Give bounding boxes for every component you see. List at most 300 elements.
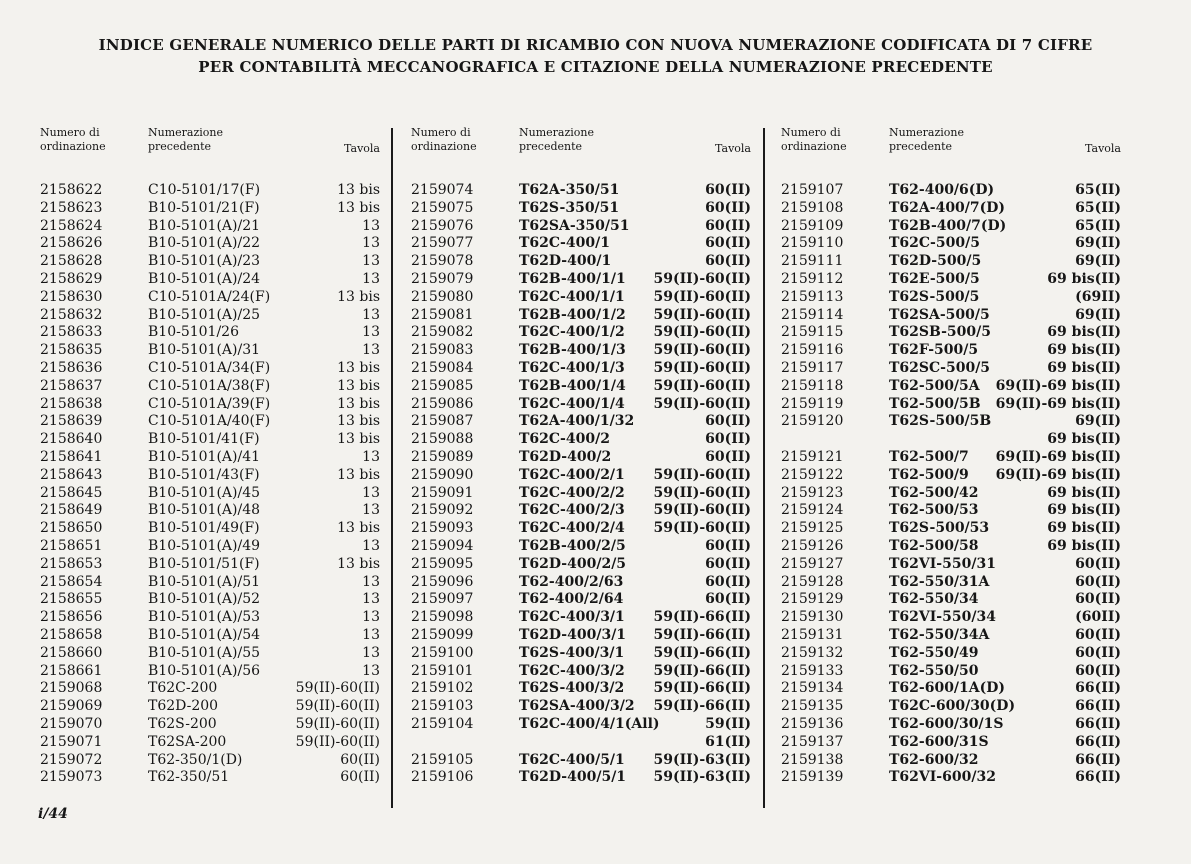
previous-number: T62C-500/5 [889,235,980,252]
index-row [411,645,751,663]
tavola-ref: 59(II)-60(II) [653,520,751,537]
previous-number: T62S-500/5 [889,288,980,305]
index-row [40,289,380,307]
index-rows [411,182,751,787]
order-number: 2159076 [411,217,474,234]
order-number: 2159122 [781,466,844,483]
previous-number: T62D-500/5 [889,253,982,270]
order-number: 2159130 [781,609,844,626]
order-number: 2159119 [781,395,844,412]
order-number: 2159071 [40,733,103,750]
previous-number: T62C-400/2/3 [519,502,625,519]
order-number: 2159107 [781,182,844,198]
header-numerazione-precedente: Numerazione precedente [889,126,964,153]
index-row [411,342,751,360]
tavola-ref: 13 [362,235,380,252]
index-row [781,253,1121,271]
tavola-ref: 13 [362,573,380,590]
column-header [411,126,751,182]
tavola-ref: (69II) [1075,288,1121,305]
order-number: 2159115 [781,324,844,341]
index-row [40,645,380,663]
previous-number: T62-600/30/1S [889,715,1004,732]
previous-number: T62C-200 [148,680,218,697]
order-number: 2159089 [411,448,474,465]
tavola-ref: 69 bis(II) [1047,270,1121,287]
index-row [411,182,751,200]
tavola-ref: 65(II) [1075,182,1121,198]
previous-number: B10-5101(A)/45 [148,484,261,501]
tavola-ref: 59(II)-66(II) [653,662,751,679]
index-row [40,538,380,556]
header-numerazione-precedente: Numerazione precedente [519,126,594,153]
index-row [781,645,1121,663]
order-number: 2159085 [411,377,474,394]
index-row [411,627,751,645]
tavola-ref: 69 bis(II) [1047,484,1121,501]
tavola-ref: 69(II) [1075,235,1121,252]
index-row [40,342,380,360]
order-number: 2159118 [781,377,844,394]
index-row [781,485,1121,503]
order-number: 2159117 [781,359,844,376]
previous-number: T62B-400/2/5 [519,537,626,554]
order-number: 2158651 [40,537,103,554]
order-number: 2159073 [40,769,103,786]
tavola-ref: 65(II) [1075,217,1121,234]
order-number: 2159074 [411,182,474,198]
order-number: 2158628 [40,253,103,270]
index-row [40,467,380,485]
previous-number: C10-5101A/24(F) [148,288,271,305]
tavola-ref: 60(II) [705,413,751,430]
previous-number: B10-5101(A)/21 [148,217,261,234]
index-row [411,200,751,218]
previous-number: T62B-400/1/2 [519,306,626,323]
order-number: 2158660 [40,644,103,661]
previous-number: T62D-400/1 [519,253,612,270]
previous-number: B10-5101(A)/53 [148,609,261,626]
previous-number: T62C-400/2 [519,431,610,448]
previous-number: T62C-400/1/2 [519,324,625,341]
index-row [40,413,380,431]
index-row [411,520,751,538]
previous-number: T62-600/1A(D) [889,680,1006,697]
order-number: 2158630 [40,288,103,305]
tavola-ref: 60(II) [705,448,751,465]
previous-number: C10-5101A/40(F) [148,413,271,430]
index-row [40,502,380,520]
index-row [781,538,1121,556]
tavola-ref: (60II) [1075,609,1121,626]
previous-number: T62C-400/1/4 [519,395,625,412]
index-row [40,271,380,289]
tavola-ref: 13 [362,626,380,643]
tavola-ref: 59(II)-60(II) [653,342,751,359]
index-row [40,627,380,645]
previous-number: T62D-200 [148,698,219,715]
order-number: 2159124 [781,502,844,519]
tavola-ref: 13 bis [337,395,380,412]
index-row [411,734,751,752]
tavola-ref: 66(II) [1075,680,1121,697]
order-number: 2159086 [411,395,474,412]
previous-number: T62SA-350/51 [519,217,630,234]
tavola-ref: 59(II)-60(II) [653,466,751,483]
order-number: 2159110 [781,235,844,252]
tavola-ref: 13 [362,591,380,608]
order-number: 2159135 [781,698,844,715]
previous-number: T62C-400/3/2 [519,662,625,679]
order-number: 2159120 [781,413,844,430]
index-row [411,360,751,378]
index-row [40,360,380,378]
index-row [411,663,751,681]
tavola-ref: 13 bis [337,199,380,216]
index-row [781,431,1121,449]
order-number: 2158645 [40,484,103,501]
index-row [781,716,1121,734]
tavola-ref: 66(II) [1075,698,1121,715]
previous-number: B10-5101/41(F) [148,431,260,448]
header-numero-ordinazione: Numero di ordinazione [411,126,477,153]
tavola-ref: 60(II) [705,537,751,554]
order-number: 2159090 [411,466,474,483]
previous-number: T62-500/58 [889,537,979,554]
index-row [411,271,751,289]
order-number: 2159136 [781,715,844,732]
index-row [411,431,751,449]
index-row [781,182,1121,200]
index-row [781,734,1121,752]
previous-number: T62C-400/5/1 [519,751,625,768]
tavola-ref: 60(II) [705,253,751,270]
tavola-ref: 13 [362,217,380,234]
index-column-3 [781,126,1121,786]
index-row [781,680,1121,698]
index-row [411,716,751,734]
tavola-ref: 59(II)-66(II) [653,680,751,697]
previous-number: T62-550/34 [889,591,979,608]
previous-number: T62C-400/4/1(All) [519,715,660,732]
order-number: 2159139 [781,769,844,786]
order-number: 2158655 [40,591,103,608]
tavola-ref: 13 bis [337,288,380,305]
index-row [781,378,1121,396]
index-row [411,235,751,253]
order-number: 2159077 [411,235,474,252]
previous-number: B10-5101(A)/22 [148,235,261,252]
order-number: 2158661 [40,662,103,679]
previous-number: B10-5101/51(F) [148,555,260,572]
previous-number: T62C-400/1 [519,235,610,252]
order-number: 2159114 [781,306,844,323]
previous-number: T62S-500/53 [889,520,990,537]
tavola-ref: 60(II) [1075,626,1121,643]
previous-number: T62-400/2/63 [519,573,624,590]
tavola-ref: 66(II) [1075,769,1121,786]
order-number: 2159069 [40,698,103,715]
previous-number: T62SB-500/5 [889,324,991,341]
tavola-ref: 59(II)-66(II) [653,609,751,626]
tavola-ref: 59(II)-63(II) [653,769,751,786]
index-row [781,520,1121,538]
tavola-ref: 59(II)-60(II) [653,288,751,305]
previous-number: T62D-400/2/5 [519,555,627,572]
order-number: 2158637 [40,377,103,394]
index-row [40,734,380,752]
order-number: 2159113 [781,288,844,305]
index-row [40,520,380,538]
previous-number: T62-500/5B [889,395,981,412]
tavola-ref: 59(II)-60(II) [653,270,751,287]
index-row [411,324,751,342]
order-number: 2159126 [781,537,844,554]
tavola-ref: 69(II) [1075,253,1121,270]
index-row [40,396,380,414]
index-row [781,467,1121,485]
order-number: 2158656 [40,609,103,626]
tavola-ref: 13 [362,484,380,501]
page-title [0,34,1191,78]
previous-number: B10-5101/43(F) [148,466,260,483]
tavola-ref: 69 bis(II) [1047,537,1121,554]
index-row [40,609,380,627]
tavola-ref: 60(II) [705,217,751,234]
index-row [411,396,751,414]
order-number: 2159112 [781,270,844,287]
tavola-ref: 13 bis [337,520,380,537]
order-number: 2159104 [411,715,474,732]
index-rows [781,182,1121,787]
tavola-ref: 59(II)-60(II) [295,698,380,715]
order-number: 2159097 [411,591,474,608]
index-row [411,467,751,485]
tavola-ref: 13 bis [337,377,380,394]
tavola-ref: 60(II) [705,182,751,198]
tavola-ref: 59(II)-60(II) [653,324,751,341]
index-row [40,485,380,503]
previous-number: T62SA-200 [148,733,227,750]
tavola-ref: 59(II)-60(II) [653,377,751,394]
index-row [411,752,751,770]
order-number: 2158636 [40,359,103,376]
order-number: 2158629 [40,270,103,287]
index-row [40,752,380,770]
tavola-ref: 59(II)-60(II) [653,502,751,519]
tavola-ref: 59(II)-60(II) [653,359,751,376]
tavola-ref: 69(II) [1075,413,1121,430]
index-row [40,200,380,218]
order-number: 2159121 [781,448,844,465]
order-number: 2158633 [40,324,103,341]
index-row [781,289,1121,307]
order-number: 2159081 [411,306,474,323]
index-row [781,698,1121,716]
column-header [781,126,1121,182]
tavola-ref: 60(II) [705,199,751,216]
index-row [781,342,1121,360]
order-number: 2158658 [40,626,103,643]
tavola-ref: 59(II)-66(II) [653,644,751,661]
previous-number: T62-500/9 [889,466,969,483]
order-number: 2159108 [781,199,844,216]
order-number: 2159068 [40,680,103,697]
index-column-1 [40,126,380,786]
index-row [781,396,1121,414]
tavola-ref: 13 [362,306,380,323]
index-row [411,449,751,467]
tavola-ref: 59(II)-60(II) [653,395,751,412]
index-row [40,556,380,574]
index-row [781,769,1121,787]
order-number: 2159106 [411,769,474,786]
order-number: 2159102 [411,680,474,697]
previous-number: T62SC-500/5 [889,359,991,376]
tavola-ref: 60(II) [705,431,751,448]
previous-number: B10-5101(A)/52 [148,591,261,608]
previous-number: T62C-400/2/4 [519,520,625,537]
title-line-2: PER CONTABILITÀ MECCANOGRAFICA E CITAZIONE DELLA NUMERAZIONE PRECEDENTE [198,58,993,76]
tavola-ref: 13 [362,644,380,661]
index-row [40,680,380,698]
previous-number: T62SA-500/5 [889,306,990,323]
index-row [411,378,751,396]
previous-number: T62C-400/1/1 [519,288,625,305]
index-row [40,574,380,592]
tavola-ref: 13 bis [337,466,380,483]
previous-number: T62B-400/1/1 [519,270,626,287]
previous-number: T62-600/31S [889,733,989,750]
previous-number: T62D-400/3/1 [519,626,627,643]
previous-number: B10-5101(A)/24 [148,270,261,287]
index-row [411,502,751,520]
previous-number: T62E-500/5 [889,270,980,287]
index-row [40,663,380,681]
order-number: 2159132 [781,644,844,661]
previous-number: T62B-400/1/4 [519,377,626,394]
order-number: 2159084 [411,359,474,376]
previous-number: C10-5101A/38(F) [148,377,271,394]
header-numerazione-precedente: Numerazione precedente [148,126,223,153]
index-row [411,680,751,698]
order-number: 2158639 [40,413,103,430]
index-rows [40,182,380,787]
previous-number: C10-5101A/39(F) [148,395,271,412]
tavola-ref: 69 bis(II) [1047,431,1121,448]
index-row [40,769,380,787]
index-row [781,591,1121,609]
previous-number: T62-550/49 [889,644,979,661]
order-number: 2158632 [40,306,103,323]
order-number: 2159092 [411,502,474,519]
tavola-ref: 13 [362,270,380,287]
previous-number: B10-5101/49(F) [148,520,260,537]
index-row [781,271,1121,289]
tavola-ref: 69 bis(II) [1047,342,1121,359]
order-number: 2159133 [781,662,844,679]
order-number: 2159123 [781,484,844,501]
header-numero-ordinazione: Numero di ordinazione [781,126,847,153]
index-row [781,449,1121,467]
index-row [781,324,1121,342]
index-row [411,538,751,556]
tavola-ref: 13 [362,324,380,341]
order-number: 2158624 [40,217,103,234]
previous-number: T62-400/2/64 [519,591,624,608]
tavola-ref: 69 bis(II) [1047,502,1121,519]
index-row [781,360,1121,378]
index-row [781,574,1121,592]
index-row [40,716,380,734]
order-number: 2159070 [40,715,103,732]
previous-number: T62SA-400/3/2 [519,698,635,715]
tavola-ref: 69(II)-69 bis(II) [995,395,1121,412]
previous-number: T62-500/5A [889,377,980,394]
previous-number: B10-5101(A)/54 [148,626,261,643]
tavola-ref: 60(II) [340,769,380,786]
index-row [40,591,380,609]
tavola-ref: 13 bis [337,182,380,198]
tavola-ref: 13 [362,537,380,554]
tavola-ref: 59(II)-60(II) [295,715,380,732]
previous-number: T62-550/50 [889,662,979,679]
index-row [781,413,1121,431]
tavola-ref: 59(II)-60(II) [653,306,751,323]
order-number: 2158626 [40,235,103,252]
order-number: 2159094 [411,537,474,554]
index-row [781,235,1121,253]
tavola-ref: 60(II) [1075,644,1121,661]
order-number: 2159128 [781,573,844,590]
tavola-ref: 60(II) [705,591,751,608]
tavola-ref: 59(II) [705,715,751,732]
order-number: 2159100 [411,644,474,661]
tavola-ref: 69(II) [1075,306,1121,323]
tavola-ref: 60(II) [705,235,751,252]
previous-number: B10-5101(A)/31 [148,342,261,359]
tavola-ref: 65(II) [1075,199,1121,216]
previous-number: C10-5101/17(F) [148,182,261,198]
order-number: 2159093 [411,520,474,537]
order-number: 2158623 [40,199,103,216]
previous-number: T62-350/51 [148,769,230,786]
order-number: 2159072 [40,751,103,768]
order-number: 2158643 [40,466,103,483]
index-row [411,253,751,271]
order-number: 2159087 [411,413,474,430]
tavola-ref: 60(II) [1075,591,1121,608]
previous-number: T62-500/7 [889,448,969,465]
index-row [40,235,380,253]
index-row [40,378,380,396]
previous-number: T62S-400/3/2 [519,680,625,697]
tavola-ref: 69 bis(II) [1047,324,1121,341]
tavola-ref: 59(II)-66(II) [653,626,751,643]
previous-number: T62VI-550/34 [889,609,996,626]
order-number: 2158638 [40,395,103,412]
tavola-ref: 60(II) [705,573,751,590]
column-divider [763,128,765,808]
index-row [781,502,1121,520]
index-column-2 [411,126,751,786]
tavola-ref: 13 [362,342,380,359]
order-number: 2159088 [411,431,474,448]
index-row [781,307,1121,325]
previous-number: T62C-400/3/1 [519,609,625,626]
tavola-ref: 13 bis [337,413,380,430]
previous-number: T62A-400/1/32 [519,413,635,430]
